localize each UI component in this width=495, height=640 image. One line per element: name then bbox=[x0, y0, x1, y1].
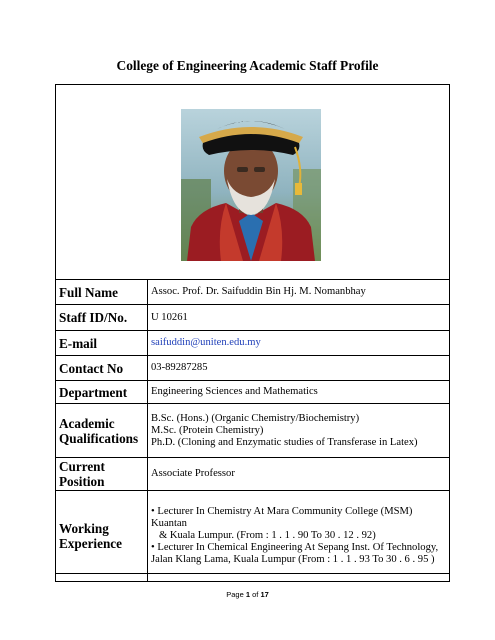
value-qualifications: B.Sc. (Hons.) (Organic Chemistry/Biochemistry) M.Sc. (Protein Chemistry) Ph.D. (Cloning and Enzymatic studies of Transferase in Latex) bbox=[148, 404, 450, 458]
email-link[interactable]: saifuddin@uniten.edu.my bbox=[151, 337, 261, 348]
profile-table bbox=[55, 279, 450, 582]
profile-frame bbox=[55, 84, 450, 574]
row-staff-id bbox=[56, 305, 450, 331]
value-email bbox=[148, 331, 450, 356]
row-department bbox=[56, 381, 450, 404]
page-footer: Page 1 of 17 bbox=[226, 590, 269, 599]
value-position: Associate Professor bbox=[148, 458, 450, 491]
label-qualifications: Academic Qualifications bbox=[56, 404, 148, 458]
row-qualifications bbox=[56, 404, 450, 458]
label-department: Department bbox=[56, 381, 148, 404]
row-experience bbox=[56, 491, 450, 582]
page-number: 1 bbox=[245, 590, 250, 599]
row-email bbox=[56, 331, 450, 356]
label-contact: Contact No bbox=[56, 356, 148, 381]
label-full-name: Full Name bbox=[56, 280, 148, 305]
value-staff-id: U 10261 bbox=[148, 305, 450, 331]
value-department: Engineering Sciences and Mathematics bbox=[148, 381, 450, 404]
photo-cell bbox=[56, 85, 449, 280]
label-staff-id: Staff ID/No. bbox=[56, 305, 148, 331]
label-email: E-mail bbox=[56, 331, 148, 356]
row-position bbox=[56, 458, 450, 491]
value-contact: 03-89287285 bbox=[148, 356, 450, 381]
page-total: 17 bbox=[260, 590, 269, 599]
page-title: College of Engineering Academic Staff Profile bbox=[116, 58, 379, 73]
staff-portrait-photo bbox=[181, 109, 321, 261]
row-full-name bbox=[56, 280, 450, 305]
value-full-name: Assoc. Prof. Dr. Saifuddin Bin Hj. M. Nomanbhay bbox=[148, 280, 450, 305]
row-contact bbox=[56, 356, 450, 381]
label-experience: Working Experience bbox=[56, 491, 148, 582]
value-experience: • Lecturer In Chemistry At Mara Community College (MSM) Kuantan & Kuala Lumpur. (From : 1 . 1 . 90 To 30 . 12 . 92) • Lecturer In Chemical Engineering At Sepang Inst. Of Technology, Jalan Klang Lama, Kuala Lumpur (From : 1 . 1 . 93 To 30 . 6 . 95 ) bbox=[148, 491, 450, 582]
label-position: Current Position bbox=[56, 458, 148, 491]
